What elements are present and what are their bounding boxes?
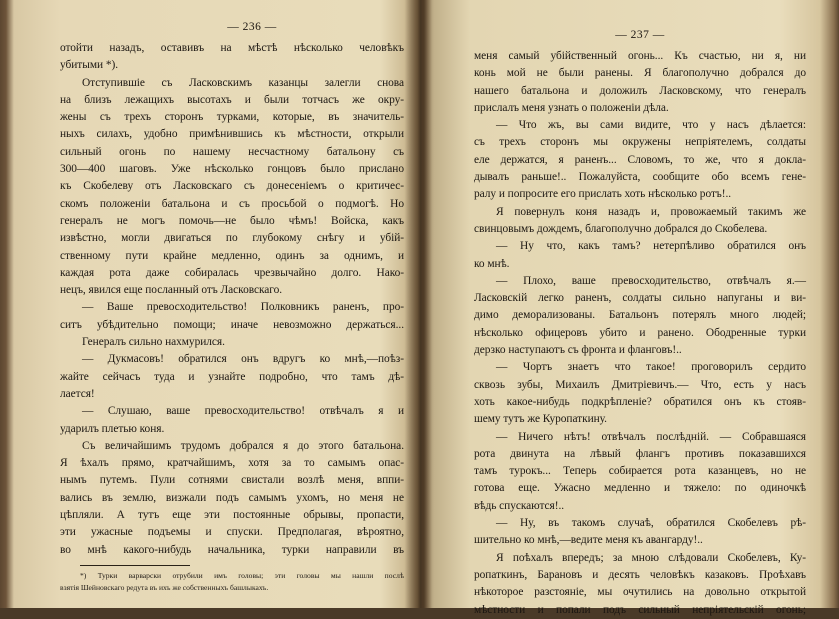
footnote-line-2: взятія Шейновскаго редута въ ихъ же собственныхъ башлыкахъ.	[60, 582, 269, 592]
right-line-10: Я повернулъ коня назадъ и, провожаемый такимъ же	[496, 205, 806, 218]
right-line-4: прислалъ меня узнать о положеніи дѣла.	[474, 101, 669, 114]
left-line-6: ныхъ силахъ, удобно примѣнившись къ мѣстности, открыли	[60, 128, 404, 141]
left-line-25: Я ѣхалъ прямо, кратчайшимъ, хотя за то самымъ опас-	[60, 457, 404, 470]
left-line-22: — Слушаю, ваше превосходительство! отвѣчалъ я и	[82, 405, 404, 418]
right-line-9: ралу и попросите его прислать хоть нѣсколько ротъ!..	[474, 188, 732, 201]
left-line-16: — Ваше превосходительство! Полковникъ раненъ, про-	[82, 301, 404, 314]
left-line-13: ственному пути крайне медленно, одинъ за однимъ, и	[60, 249, 404, 262]
right-line-15: Ласковскій легко раненъ, солдаты сильно напуганы и ви-	[474, 292, 806, 305]
right-line-3: нашего батальона и доложилъ Ласковскому, что генералъ	[474, 84, 806, 97]
left-page	[14, 0, 412, 608]
right-page-number: — 237 —	[615, 29, 665, 41]
right-line-26: готова еще. Ужасно медленно и тяжело: по одиночкѣ	[474, 482, 806, 495]
left-line-21: лается!	[60, 387, 95, 400]
right-line-12: — Ну что, какъ тамъ? нетерпѣливо обратился онъ	[496, 240, 806, 253]
right-line-14: — Плохо, ваше превосходительство, отвѣчалъ я.—	[496, 274, 806, 287]
right-line-33: мѣстности и попали подъ сильный непріятельскій огонь;	[474, 603, 806, 616]
left-line-18: Генералъ сильно нахмурился.	[82, 336, 225, 349]
right-line-31: ропаткинъ, Барановъ и десять человѣкъ казаковъ. Проѣхавъ	[474, 568, 806, 581]
right-line-11: свинцовымъ дождемъ, благополучно добрался до Скобелева.	[474, 222, 768, 235]
right-line-24: рота двинута на лѣвый флангъ противъ показавшихся	[474, 447, 806, 460]
right-line-6: съ трехъ сторонъ мы окружены непріятелемъ, солдаты	[474, 136, 806, 149]
right-line-17: нѣсколько офицеровъ убито и ранено. Ободренные турки	[474, 326, 806, 339]
right-line-2: конь мой не были ранены. Я благополучно добрался до	[474, 67, 806, 80]
right-line-1: меня самый убійственный огонь... Къ счастью, ни я, ни	[474, 50, 806, 62]
left-line-24: Съ величайшимъ трудомъ добрался я до этого батальона.	[82, 439, 404, 452]
right-line-13: ко мнѣ.	[474, 257, 510, 270]
right-line-8: дывалъ раньше!.. Пожалуйста, сообщите обо всемъ гене-	[474, 171, 806, 184]
left-line-23: ударилъ плетью коня.	[60, 422, 165, 435]
right-line-20: сквозь зубы, Михаилъ Дмитріевичъ.— Что, есть у насъ	[474, 378, 806, 391]
right-line-5: — Что жъ, вы сами видите, что у насъ дѣлается:	[496, 119, 806, 132]
left-line-7: сильный огонь по нашему несчастному батальону съ	[60, 145, 404, 158]
left-line-5: жены съ трехъ сторонъ турками, которые, въ значитель-	[60, 111, 404, 124]
right-page	[432, 0, 824, 616]
left-line-10: скомъ положеніи батальона и съ просьбой о подмогѣ. Но	[60, 197, 404, 210]
left-line-17: ситъ убѣдительно помощи; иначе невозможно держаться...	[60, 318, 404, 331]
left-line-3: Отступившіе съ Ласковскимъ казанцы залегли снова	[82, 76, 404, 89]
footnote-line-1: *) Турки варварски отрубили имъ головы; эти головы мы нашли послѣ	[80, 570, 404, 580]
left-line-19: — Дукмасовъ! обратился онъ вдругъ ко мнѣ,—поѣз-	[82, 353, 404, 366]
left-line-11: генералъ не могъ помочь—не было чѣмъ! Войска, какъ	[60, 214, 404, 227]
right-line-28: — Ну, въ такомъ случаѣ, обратился Скобелевъ рѣ-	[496, 517, 806, 530]
left-line-26: нымъ путемъ. Пули сотнями свистали возлѣ меня, вппи-	[60, 474, 404, 487]
left-line-27: вались въ землю, визжали подъ самымъ ухомъ, но меня не	[60, 491, 404, 504]
left-line-12: извѣстно, могли двигаться по глубокому снѣгу и убій-	[60, 232, 404, 245]
left-line-15: нецъ, явился еще посланный отъ Ласковскаго.	[60, 284, 283, 297]
right-line-18: дерзко наступаютъ съ фронта и фланговъ!..	[474, 344, 682, 357]
right-line-16: димо деморализованы. Батальонъ потерялъ много людей;	[474, 309, 806, 322]
right-line-22: шему тутъ же Куропаткину.	[474, 413, 607, 426]
left-line-8: 300—400 шаговъ. Уже нѣсколько гонцовъ было прислано	[60, 163, 404, 176]
right-line-29: шительно ко мнѣ,—ведите меня къ авангарду!..	[474, 534, 703, 547]
left-line-29: эти ужасные подъемы и спуски. Предполагая, вѣроятно,	[60, 526, 404, 539]
left-line-28: цѣпляли. А тутъ еще эти постоянные обрывы, пропасти,	[60, 509, 404, 522]
right-line-21: хоть какое-нибудь подкрѣпленіе? обратился онъ къ стояв-	[474, 395, 806, 408]
right-line-30: Я поѣхалъ впередъ; за мною слѣдовали Скобелевъ, Ку-	[496, 551, 806, 564]
right-line-23: — Ничего нѣтъ! отвѣчалъ послѣдній. — Собравшаяся	[496, 430, 806, 443]
left-line-4: на близъ лежащихъ высотахъ и были тотчасъ же окру-	[60, 93, 404, 106]
right-line-19: — Чортъ знаетъ что такое! проговорилъ сердито	[496, 361, 806, 374]
right-line-32: нѣкоторое разстояніе, мы очутились на довольно открытой	[474, 586, 806, 599]
left-line-20: жайте сейчасъ туда и узнайте подробно, что тамъ дѣ-	[60, 370, 404, 383]
left-page-number: — 236 —	[227, 21, 277, 33]
left-line-2: убитыми *).	[60, 59, 119, 72]
right-line-7: еле держатся, я раненъ... Словомъ, то же, что я докла-	[474, 153, 806, 166]
left-line-30: во мнѣ какого-нибудь начальника, турки направили въ	[60, 543, 404, 556]
left-line-9: къ Скобелеву отъ Ласковскаго съ донесеніемъ о критичес-	[60, 180, 404, 193]
left-line-1: отойти назадъ, оставивъ на мѣстѣ нѣсколько человѣкъ	[60, 42, 404, 54]
right-line-25: тамъ турокъ... Теперь собирается рота казанцевъ, но не	[474, 465, 806, 478]
footnote-divider	[80, 565, 190, 566]
right-line-27: вѣдь спускаются!..	[474, 499, 565, 512]
left-line-14: каждая рота даже собиралась чрезвычайно долго. Нако-	[60, 266, 404, 279]
